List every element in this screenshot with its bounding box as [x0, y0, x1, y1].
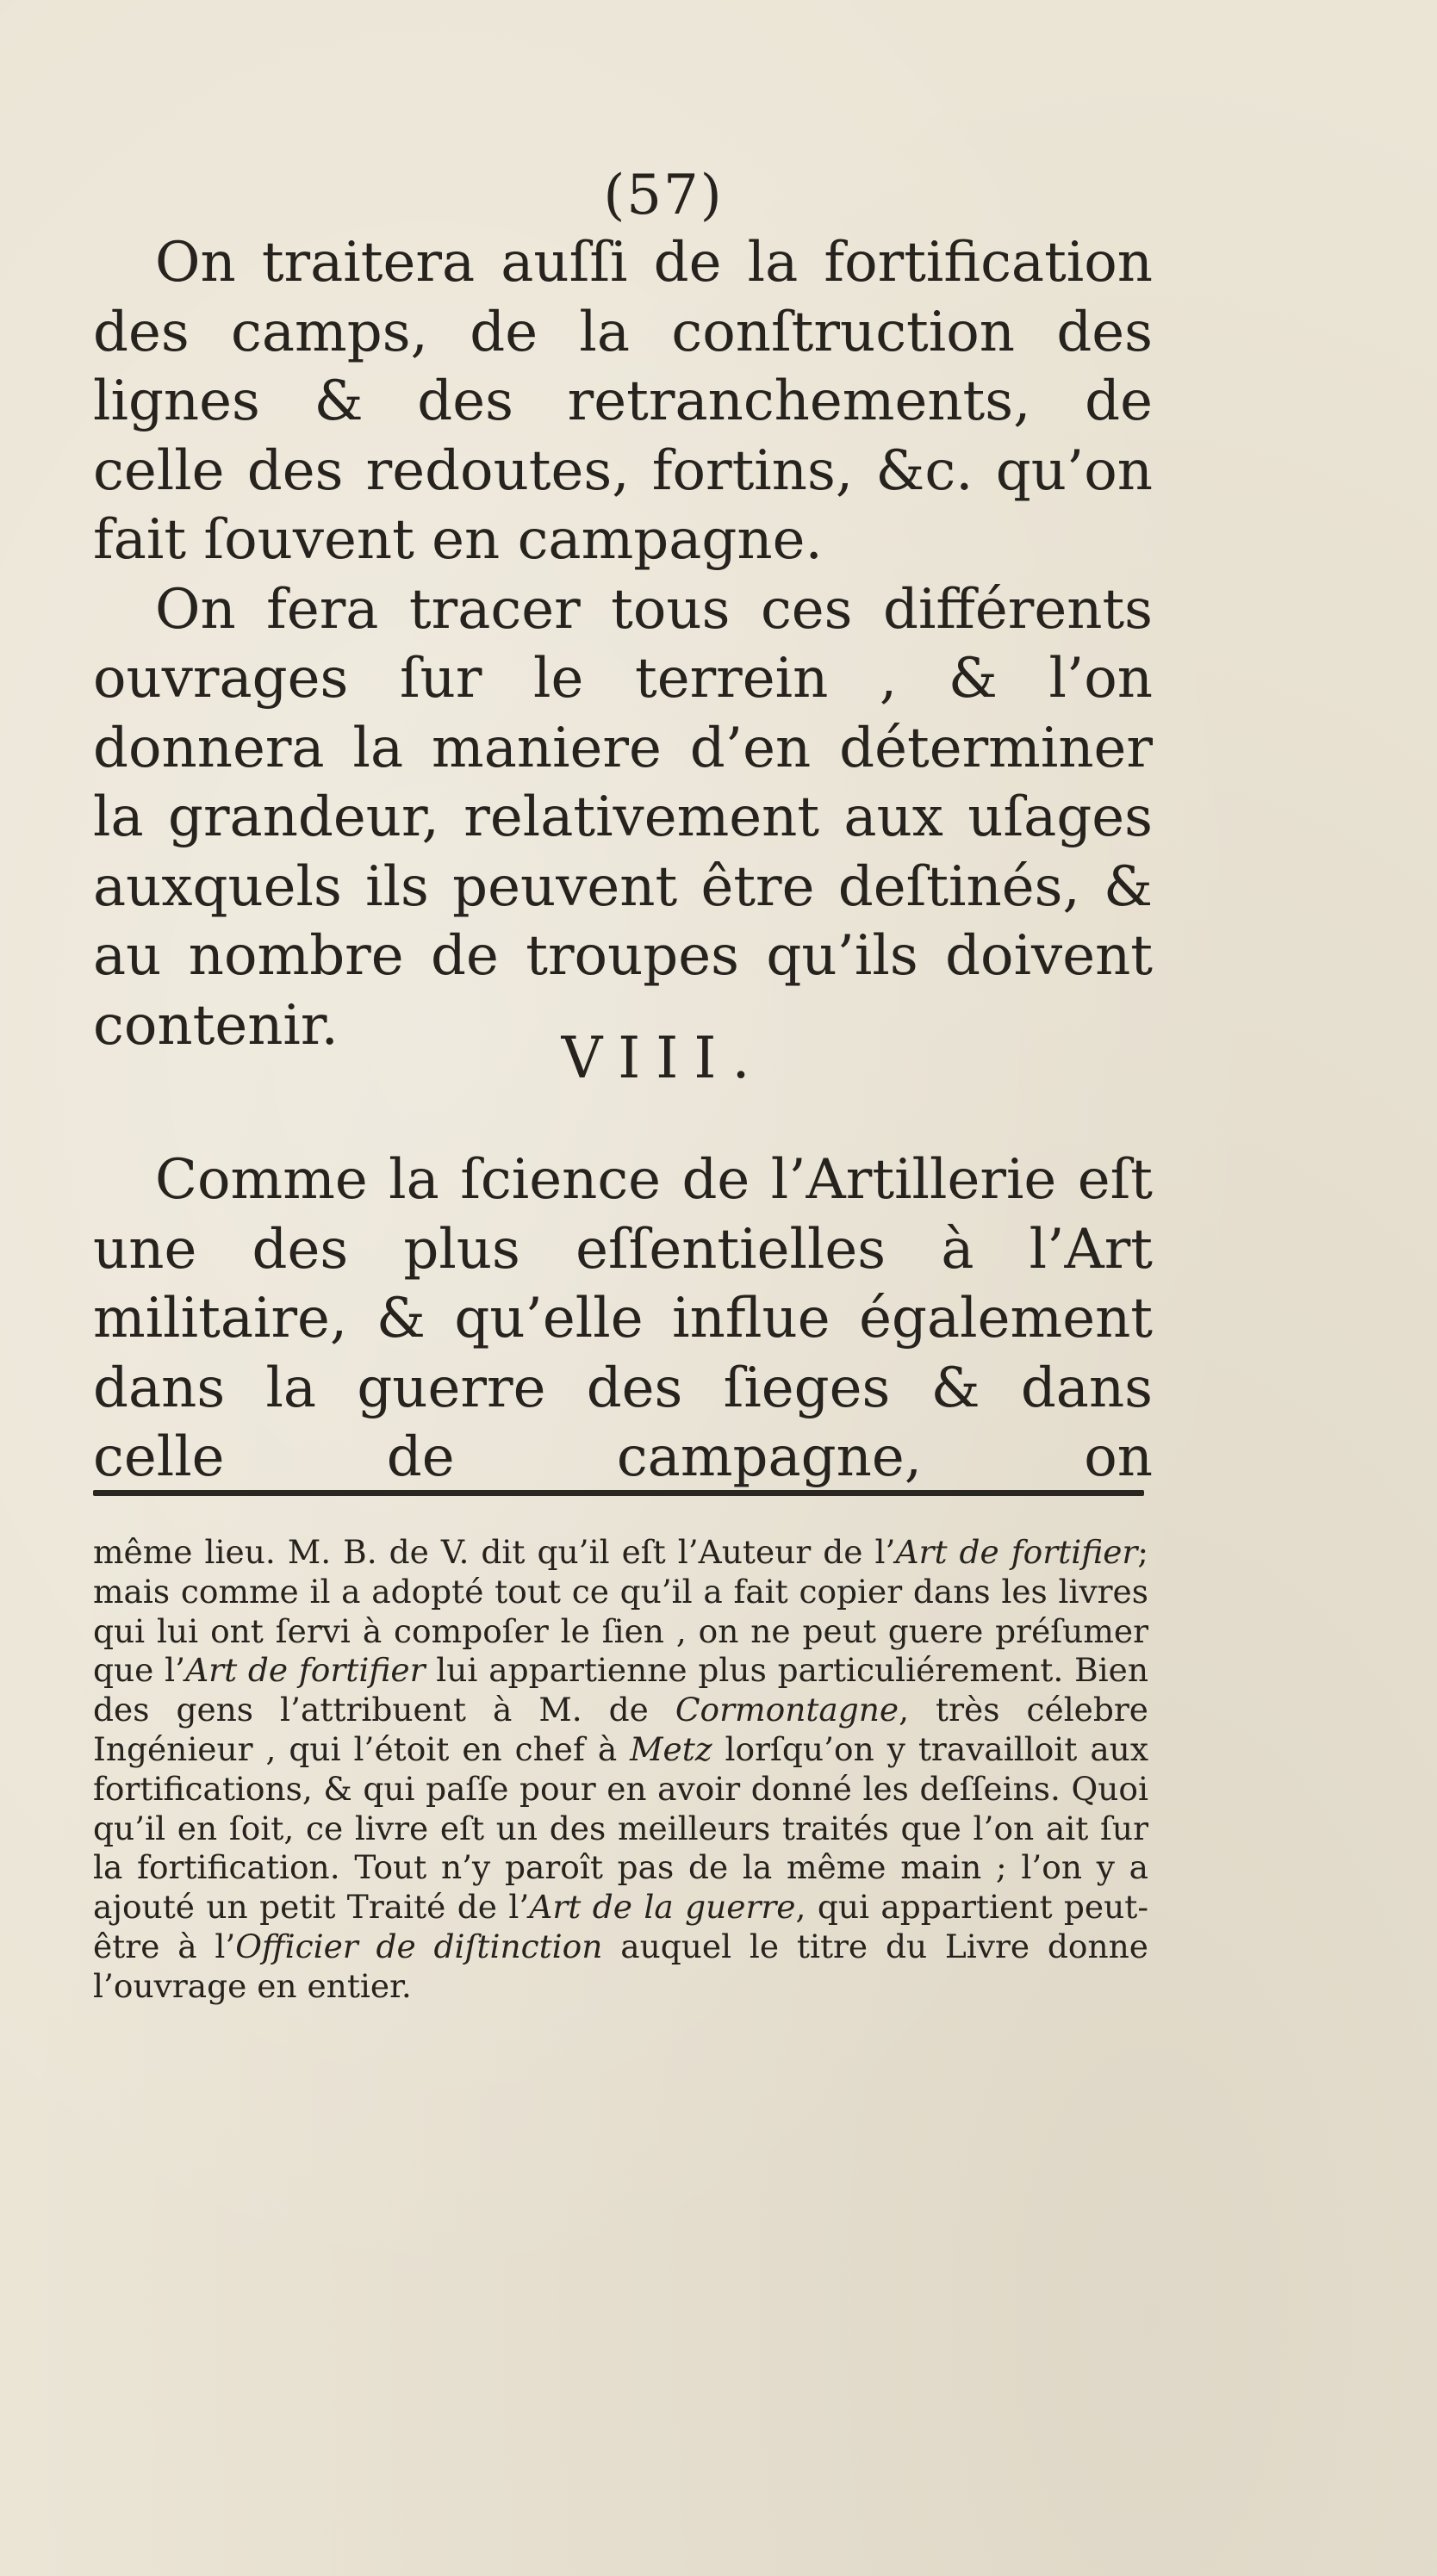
footnote-segment: lui appartienne plus particuliérement. Bien des gens l’attribuent à M. de: [93, 1651, 1148, 1729]
footnote-segment: lorſqu’on y travailloit aux fortifications, & qui paſſe pour en avoir donné les deſſeins. Quoi qu’il en ſoit, ce livre eſt un des meilleurs traités que l’on ait ſur la fortification. Tout n’y paroît pas de la même main ; l’on y a ajouté un petit Traité de l’: [93, 1729, 1148, 1927]
main-text: [93, 228, 1153, 1060]
footnote-italic-place: Metz: [630, 1729, 712, 1768]
footnote-italic-title: Art de la guerre: [529, 1888, 796, 1927]
page-number: (57): [603, 164, 724, 227]
footnote-text: [93, 1533, 1148, 2007]
paragraph-fortification: On traitera auſſi de la fortification des camps, de la conſtruction des lignes & des retranchements, de celle des redoutes, fortins, &c. qu’on fait ſouvent en campagne.: [93, 231, 1153, 572]
footnote-segment: même lieu. M. B. de V. dit qu’il eſt l’Auteur de l’: [93, 1533, 896, 1571]
footnote-segment: , qui appartient peut-être à l’: [93, 1888, 1149, 1965]
section-heading: VIII.: [561, 1025, 766, 1091]
footnote-segment: auquel le titre du Livre donne l’ouvrage en entier.: [93, 1927, 1148, 2005]
paragraph-artillerie: Comme la ſcience de l’Artillerie eſt une des plus eſſentielles à l’Art militaire, & qu’elle influe également dans la guerre des ſieges & dans celle de campagne, on: [93, 1148, 1153, 1489]
footnote-italic-name: Cormontagne: [675, 1691, 899, 1729]
footnote-italic-name: Officier de diſtinction: [235, 1927, 603, 1965]
section-text: [93, 1145, 1153, 1493]
footnote: [93, 1533, 1148, 2007]
footnote-italic-title: Art de fortifier: [185, 1651, 426, 1690]
paragraph-ouvrages: On fera tracer tous ces différents ouvrages ſur le terrein , & l’on donnera la maniere d’en déterminer la grandeur, relativement aux uſages auxquels ils peuvent être deſtinés, & au nombre de troupes qu’ils doivent contenir.: [93, 577, 1153, 1058]
footnote-italic-title: Art de fortifier: [895, 1533, 1138, 1571]
footnote-rule: [93, 1490, 1144, 1496]
footnote-segment: , très célebre Ingénieur , qui l’étoit en chef à: [93, 1691, 1148, 1768]
footnote-segment: ; mais comme il a adopté tout ce qu’il a fait copier dans les livres qui lui ont ſervi à compoſer le ſien , on ne peut guere préſumer que l’: [93, 1533, 1148, 1690]
